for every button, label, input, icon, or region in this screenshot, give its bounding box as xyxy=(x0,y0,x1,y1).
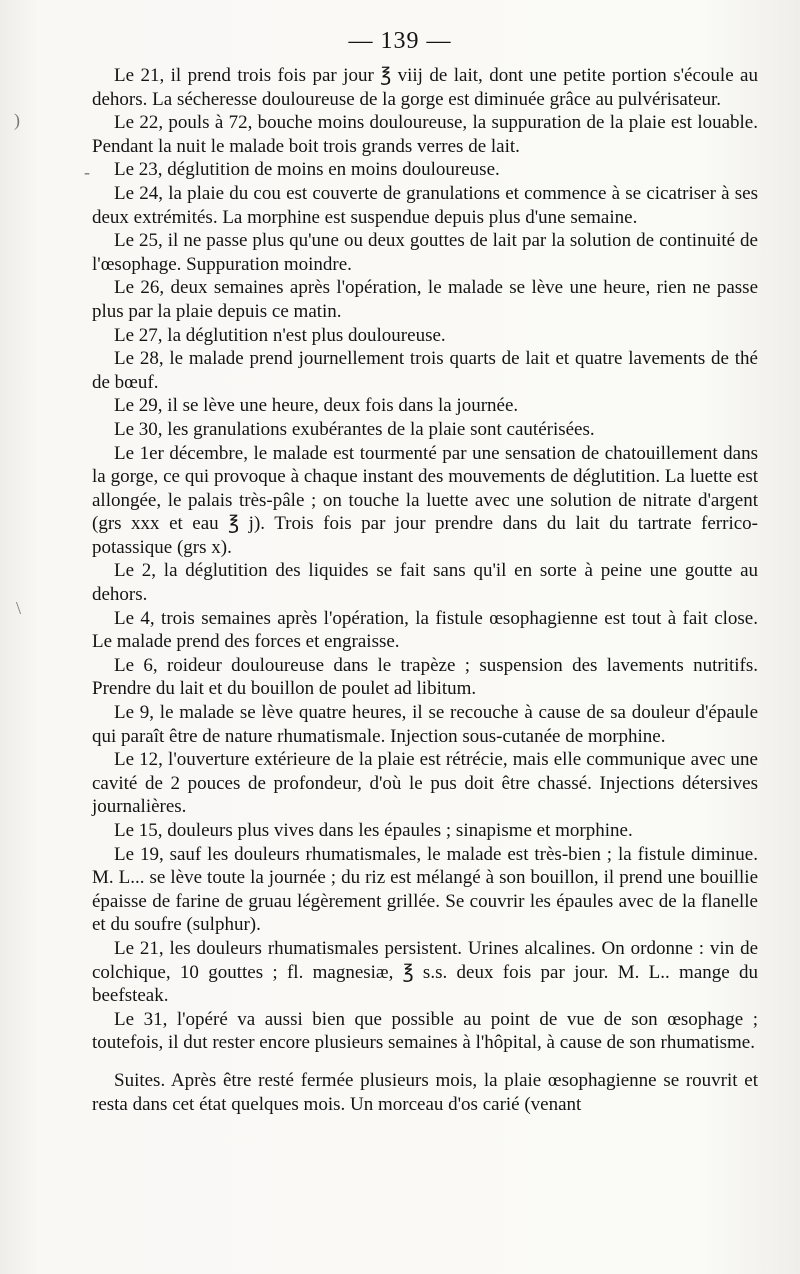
margin-mark: ) xyxy=(14,110,20,130)
margin-mark: - xyxy=(84,162,90,182)
paragraph: Le 21, les douleurs rhumatismales persistent. Urines alcalines. On ordonne : vin de colchique, 10 gouttes ; fl. magnesiæ, ℥ s.s. deux fois par jour. M. L.. mange du beefsteak. xyxy=(92,937,758,1007)
paragraph: Le 24, la plaie du cou est couverte de granulations et commence à se cicatriser à ses deux extrémités. La morphine est suspendue depuis plus d'une semaine. xyxy=(92,182,758,228)
margin-mark: \ xyxy=(16,598,22,618)
paragraph: Le 28, le malade prend journellement trois quarts de lait et quatre lavements de thé de bœuf. xyxy=(92,348,758,393)
paragraph: Le 30, les granulations exubérantes de la plaie sont cautérisées. xyxy=(114,418,595,440)
paragraph: Le 9, le malade se lève quatre heures, il se recouche à cause de sa douleur d'épaule qui paraît être de nature rhumatismale. Injection sous-cutanée de morphine. xyxy=(92,702,758,747)
paragraph: Le 12, l'ouverture extérieure de la plaie est rétrécie, mais elle communique avec une cavité de 2 pouces de profondeur, d'où le pus doit être chassé. Injections détersives journalières. xyxy=(92,749,758,818)
paragraph: Le 15, douleurs plus vives dans les épaules ; sinapisme et morphine. xyxy=(114,820,633,841)
paragraph: Le 4, trois semaines après l'opération, la fistule œsophagienne est tout à fait close. Le malade prend des forces et engraisse. xyxy=(92,607,758,653)
paragraph: Le 2, la déglutition des liquides se fait sans qu'il en sorte à peine une goutte au dehors. xyxy=(92,560,758,606)
paragraph: Le 25, il ne passe plus qu'une ou deux gouttes de lait par la solution de continuité de l'œsophage. Suppuration moindre. xyxy=(92,230,758,275)
paragraph: Le 22, pouls à 72, bouche moins douloureuse, la suppuration de la plaie est louable. Pendant la nuit le malade boit trois grands verres de lait. xyxy=(92,112,758,157)
paragraph: Le 26, deux semaines après l'opération, le malade se lève une heure, rien ne passe plus par la plaie depuis ce matin. xyxy=(92,277,758,322)
paragraph: Le 29, il se lève une heure, deux fois dans la journée. xyxy=(114,395,519,417)
paragraph: Le 19, sauf les douleurs rhumatismales, le malade est très-bien ; la fistule diminue. M. L... se lève toute la journée ; du riz est mélangé à son bouillon, il prend une bouillie épaisse de farine de gruau légèrement grillée. Se couvrir les épaules avec de la flanelle et du soufre (sulphur). xyxy=(92,843,758,936)
paragraph: Le 31, l'opéré va aussi bien que possible au point de vue de son œsophage ; toutefois, il dut rester encore plusieurs semaines à l'hôpital, à cause de son rhumatisme. xyxy=(92,1008,758,1054)
paragraph-suites: Suites. Après être resté fermée plusieurs mois, la plaie œsophagienne se rouvrit et resta dans cet état quelques mois. Un morceau d'os carié (venant xyxy=(92,1069,758,1115)
paragraph: Le 23, déglutition de moins en moins douloureuse. xyxy=(114,159,500,181)
page-number: — 139 — xyxy=(348,28,452,54)
paragraph: Le 6, roideur douloureuse dans le trapèze ; suspension des lavements nutritifs. Prendre du lait et du bouillon de poulet ad libitum. xyxy=(92,654,758,700)
paragraph: Le 27, la déglutition n'est plus douloureuse. xyxy=(114,324,446,346)
paragraph: Le 21, il prend trois fois par jour ℥ viij de lait, dont une petite portion s'écoule au dehors. La sécheresse douloureuse de la gorge est diminuée grâce au pulvérisateur. xyxy=(92,65,758,110)
paragraph: Le 1er décembre, le malade est tourmenté par une sensation de chatouillement dans la gorge, ce qui provoque à chaque instant des mouvements de déglutition. La luette est allongée, le palais très-pâle ; on touche la luette avec une solution de nitrate d'argent (grs xxx et eau ℥ j). Trois fois par jour prendre dans du lait du tartrate ferrico-potassique (grs x). xyxy=(92,442,758,558)
body-text xyxy=(92,64,758,1116)
